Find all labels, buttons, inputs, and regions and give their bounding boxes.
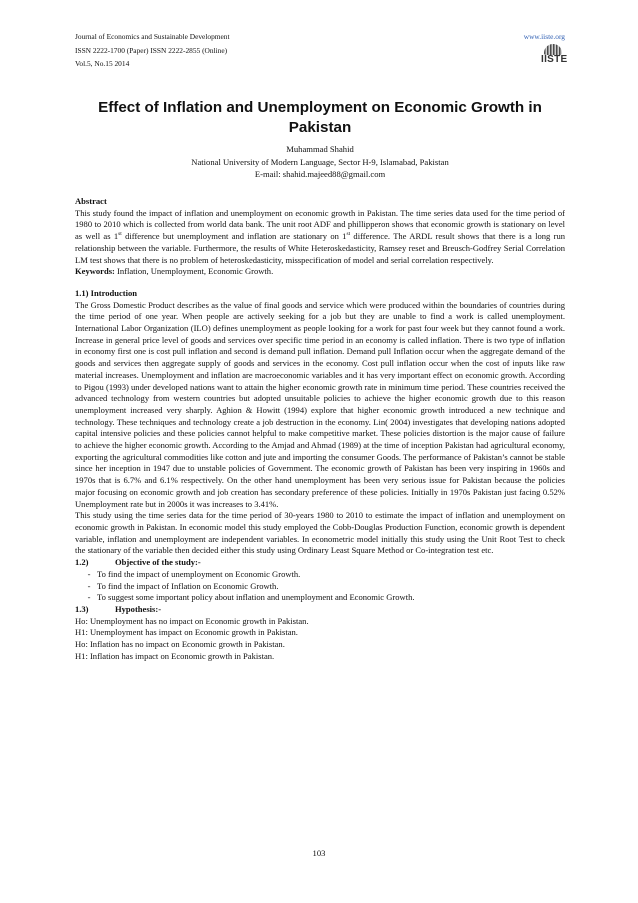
introduction-paragraph-1: The Gross Domestic Product describes as the value of final goods and service which were produced within the boundaries of countries during the time period of one year. When people are actively seeking for a job but they are unable to find a work is called unemployment. International Labor Organization (ILO) defines unemployment as people looking for a work for past four week but they cannot found a work. Increase in general price level of goods and services over specific time period in an economy is called inflation. There is two type of inflation in economy first one is cost pull inflation and second is demand pull inflation. Demand pull Inflation occur when the aggregate demand of the goods and services then aggregate supply of goods and services in the economy. Cost pull inflation occur when the cost of inputs like raw material increases. Unemployment and inflation are macroeconomic variables and it has very important effect on economic growth. According to Pigou (1993) under developed nations want to attain the higher economic growth rate in minimum time period. These countries received the advanced technology from western countries but adopted unsuitable policies to achieve the higher economic growth due to this reason unemployment increased very sharply. Aghion & Howitt (1994) explore that higher economic growth introduced a new technique and technology. These techniques and technology create a job destruction in the economy. Lin( 2004) investigates that developing nations adopted capital intensive policies and these policies cannot helpful to make competitive market. These policies distortion is the major cause of failure to achieve the higher economic growth. According to the Amjad and Ahmad (1989) at the time of inception Pakistan had agricultural economy, exporting the agricultural commodities like cotton and jute and importing the consumer Goods. The performance of Pakistan’s cannot be stable since her inception in 1947 due to unstable policies of Government. The economic growth of Pakistan has been very inspiring in 1960s and 1970s that is 6.7% and 6.1% respectively. On the other hand unemployment has been very serious issue for Pakistan because the policies major focusing on economic growth and job creation has secondary preference of these policies. Initially in 1970s Pakistan just facing 0.52% Unemployment rate but in 2000s it was increases to 3.41%. <box>75 299 565 509</box>
hypothesis-item: H1: Inflation has impact on Economic growth in Pakistan. <box>75 650 275 661</box>
introduction-paragraph-2: This study using the time series data for the time period of 30-years 1980 to 2010 to estimate the impact of inflation and unemployment on economic growth in Pakistan. In economic model this study employed the Cobb-Douglas Production Function, economic growth is dependent variable, inflation and unemployment are independent variables. In econometric model initially this study using the Unit Root Test to check the stationary of the variable then decided either this study using Ordinary Least Square Method or Co-integration test etc. <box>75 510 565 556</box>
paper-title: Effect of Inflation and Unemployment on Economic Growth in Pakistan <box>98 99 542 136</box>
list-item: - To find the impact of Inflation on Economic Growth. <box>87 580 279 591</box>
list-item: - To suggest some important policy about inflation and unemployment and Economic Growth. <box>87 592 415 603</box>
journal-header <box>75 30 565 71</box>
journal-issn: ISSN 2222-1700 (Paper) ISSN 2222-2855 (Online) <box>75 45 228 55</box>
author-affiliation: National University of Modern Language, Sector H-9, Islamabad, Pakistan <box>191 156 449 167</box>
hypothesis-item: Ho: Inflation has no impact on Economic growth in Pakistan. <box>75 639 285 650</box>
logo-text: IISTE <box>541 54 568 65</box>
page-number: 103 <box>312 848 326 858</box>
section-hypothesis-heading: 1.3) Hypothesis:- <box>75 603 162 614</box>
abstract-text: This study found the impact of inflation and unemployment on economic growth in Pakistan. The time series data used for the time period of 1980 to 2010 which is collected from world data bank. The unit root ADF and phillipperon shows that economic growth is stationary on level as well as 1st difference but unemployment and inflation are stationary on 1st difference. The ARDL result shows that there is a long run relationship between the variable. Furthermore, the results of White Heteroskedasticity, Ramsey reset and Breusch-Godfrey Serial Correlation LM test shows that there is no problem of heteroskedasticity, misspecification of model and serial correlation respectively. <box>75 207 565 265</box>
hypothesis-item: Ho: Unemployment has no impact on Economic growth in Pakistan. <box>75 615 309 626</box>
section-introduction-heading: 1.1) Introduction <box>75 287 138 298</box>
author-name: Muhammad Shahid <box>286 144 354 154</box>
author-block <box>75 143 565 181</box>
journal-url-link[interactable]: www.iiste.org <box>523 32 565 41</box>
iiste-logo <box>540 44 566 66</box>
section-objectives-heading: 1.2) Objective of the study:- <box>75 557 201 568</box>
author-email: E-mail: shahid.majeed88@gmail.com <box>254 169 386 179</box>
paper-body <box>75 196 565 662</box>
journal-name: Journal of Economics and Sustainable Development <box>75 32 230 41</box>
hypothesis-item: H1: Unemployment has impact on Economic growth in Pakistan. <box>75 627 298 638</box>
list-item: - To find the impact of unemployment on Economic Growth. <box>87 568 301 579</box>
keywords: Keywords: Inflation, Unemployment, Economic Growth. <box>75 266 274 277</box>
journal-volume: Vol.5, No.15 2014 <box>75 59 130 68</box>
abstract-heading: Abstract <box>75 196 107 206</box>
